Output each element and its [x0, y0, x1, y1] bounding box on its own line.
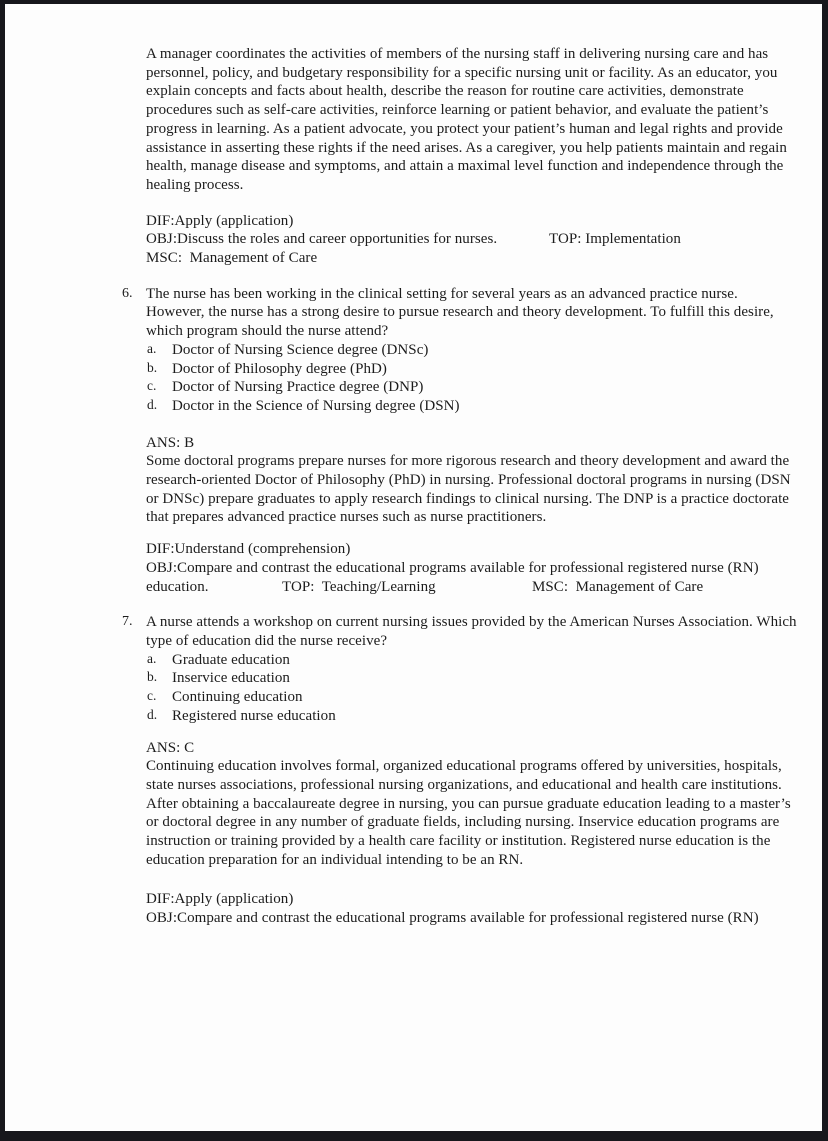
option-row [146, 669, 798, 688]
meta-top: TOP: Teaching/Learning [282, 578, 436, 595]
meta-obj-top-line [146, 230, 798, 249]
meta-top: TOP: Implementation [549, 231, 681, 248]
option-letter: c. [147, 378, 157, 394]
document-page [5, 4, 822, 1131]
meta-obj: OBJ:Compare and contrast the educational programs available for professional registered nurse (RN) [146, 910, 759, 927]
option-row [146, 360, 798, 379]
option-text: Doctor of Philosophy degree (PhD) [172, 360, 387, 377]
page-content [122, 45, 798, 928]
option-text: Registered nurse education [172, 707, 336, 724]
option-row [146, 397, 798, 416]
answer-block-q7 [146, 739, 798, 870]
question-6 [122, 285, 798, 416]
option-row [146, 707, 798, 726]
question-7-number: 7. [122, 614, 133, 630]
option-letter: a. [147, 650, 157, 666]
question-6-options [146, 341, 798, 416]
meta-dif: DIF:Apply (application) [146, 212, 294, 229]
option-text: Continuing education [172, 689, 303, 706]
meta-obj-continued: education. [146, 578, 209, 595]
option-letter: d. [147, 706, 158, 722]
answer-block-q6 [146, 434, 798, 528]
question-7-text: A nurse attends a workshop on current nursing issues provided by the American Nurses Association. Which type of education did the nurse receive? [146, 614, 797, 649]
answer-rationale: Some doctoral programs prepare nurses for more rigorous research and theory development and award the research-oriented Doctor of Philosophy (PhD) in nursing. Professional doctoral programs in nursing (DSN or DNSc) prepare graduates to apply research findings to clinical nursing. The DNP is a practice doctorate that prepares advanced practice nurses such as nurse practitioners. [146, 453, 791, 526]
answer-label: ANS: C [146, 739, 195, 756]
meta-msc: MSC: Management of Care [146, 250, 318, 267]
meta-dif: DIF:Apply (application) [146, 891, 294, 908]
meta-msc: MSC: Management of Care [532, 578, 704, 595]
meta-dif: DIF:Understand (comprehension) [146, 541, 351, 558]
question-6-text: The nurse has been working in the clinical setting for several years as an advanced practice nurse. However, the nurse has a strong desire to pursue research and theory development. To fulfill this desire, which program should the nurse attend? [146, 285, 774, 340]
meta-block-previous [146, 212, 798, 268]
answer-rationale: Continuing education involves formal, organized educational programs offered by universities, hospitals, state nurses associations, professional nursing organizations, and educational and health care institutions. After obtaining a baccalaureate degree in nursing, you can pursue graduate education leading to a master’s or doctoral degree in any number of graduate fields, including nursing. Inservice education programs are instruction or training provided by a health care facility or institution. Registered nurse education is the education preparation for an individual intending to be an RN. [146, 758, 791, 868]
option-letter: a. [147, 340, 157, 356]
meta-block-q6 [146, 540, 798, 596]
question-6-number: 6. [122, 285, 133, 301]
option-row [146, 651, 798, 670]
option-letter: c. [147, 688, 157, 704]
option-row [146, 378, 798, 397]
meta-obj: OBJ:Compare and contrast the educational programs available for professional registered nurse (RN) [146, 559, 759, 576]
meta-obj-top-msc-line [146, 578, 798, 597]
option-text: Graduate education [172, 651, 290, 668]
question-7 [122, 613, 798, 725]
option-letter: b. [147, 669, 158, 685]
previous-answer-rationale: A manager coordinates the activities of members of the nursing staff in delivering nursing care and has personnel, policy, and budgetary responsibility for a specific nursing unit or facility. As an educator, you explain concepts and facts about health, describe the reason for routine care activities, demonstrate procedures such as self-care activities, reinforce learning or patient behavior, and evaluate the patient’s progress in learning. As a patient advocate, you protect your patient’s human and legal rights and provide assistance in asserting these rights if the need arises. As a caregiver, you help patients maintain and regain health, manage disease and symptoms, and attain a maximal level function and independence through the healing process. [146, 46, 787, 193]
option-text: Doctor of Nursing Practice degree (DNP) [172, 379, 424, 396]
option-letter: d. [147, 396, 158, 412]
option-text: Doctor in the Science of Nursing degree (DSN) [172, 397, 460, 414]
meta-block-q7 [146, 890, 798, 927]
option-text: Inservice education [172, 670, 290, 687]
answer-label: ANS: B [146, 434, 195, 451]
option-row [146, 688, 798, 707]
option-letter: b. [147, 359, 158, 375]
option-text: Doctor of Nursing Science degree (DNSc) [172, 341, 429, 358]
meta-obj: OBJ:Discuss the roles and career opportunities for nurses. [146, 231, 498, 248]
question-7-options [146, 651, 798, 726]
option-row [146, 341, 798, 360]
